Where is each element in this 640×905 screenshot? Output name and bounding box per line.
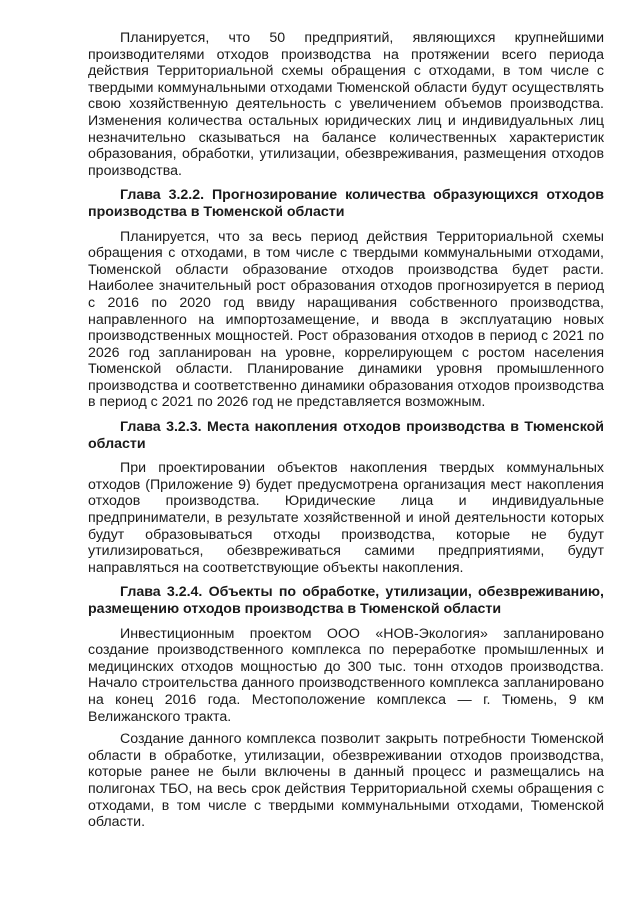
paragraph-complex-benefits: Создание данного комплекса позволит закрыть потребности Тюменской области в обработке, утилизации, обезвреживании отходов производства, которые ранее не были включены в данный процесс и размещались на полигонах ТБО, на весь срок действия Территориальной схемы обращения с отходами, в том числе с твердыми коммунальными отходами, Тюменской области. bbox=[88, 731, 604, 831]
paragraph-investment-project: Инвестиционным проектом ООО «НОВ-Экология» запланировано создание производственного комплекса по переработке промышленных и медицинских отходов мощностью до 300 тыс. тонн отходов производства. Начало строительства данного производственного комплекса запланировано на конец 2016 года. Местоположение комплекса — г. Тюмень, 9 км Велижанского тракта. bbox=[88, 625, 604, 725]
heading-3-2-4: Глава 3.2.4. Объекты по обработке, утилизации, обезвреживанию, размещению отходов производства в Тюменской области bbox=[88, 584, 604, 617]
paragraph-enterprises-plan: Планируется, что 50 предприятий, являющихся крупнейшими производителями отходов производства на протяжении всего периода действия Территориальной схемы обращения с отходами, в том числе с твердыми коммунальными отходами Тюменской области будут осуществлять свою хозяйственную деятельность с увеличением объемов производства. Изменения количества остальных юридических лиц и индивидуальных лиц незначительно сказываться на балансе количественных характеристик образования, обработки, утилизации, обезвреживания, размещения отходов производства. bbox=[88, 30, 604, 179]
paragraph-waste-forecast: Планируется, что за весь период действия Территориальной схемы обращения с отходами, в том числе с твердыми коммунальными отходами, Тюменской области образование отходов производства будет расти. Наиболее значительный рост образования отходов прогнозируется в период с 2016 по 2020 год ввиду наращивания собственного производства, направленного на импортозамещение, и ввода в эксплуатацию новых производственных мощностей. Рост образования отходов в период с 2021 по 2026 год запланирован на уровне, коррелирующем с ростом населения Тюменской области. Планирование динамики уровня промышленного производства и соответственно динамики образования отходов производства в период с 2021 по 2026 год не представляется возможным. bbox=[88, 228, 604, 411]
heading-3-2-3: Глава 3.2.3. Места накопления отходов производства в Тюменской области bbox=[88, 419, 604, 452]
heading-3-2-2: Глава 3.2.2. Прогнозирование количества образующихся отходов производства в Тюменской области bbox=[88, 187, 604, 220]
paragraph-accumulation-sites: При проектировании объектов накопления твердых коммунальных отходов (Приложение 9) будет предусмотрена организация мест накопления отходов производства. Юридические лица и индивидуальные предприниматели, в результате хозяйственной и иной деятельности которых будут образовываться отходы производства, которые не будут утилизироваться, обезвреживаться самими предприятиями, будут направляться на соответствующие объекты накопления. bbox=[88, 460, 604, 576]
